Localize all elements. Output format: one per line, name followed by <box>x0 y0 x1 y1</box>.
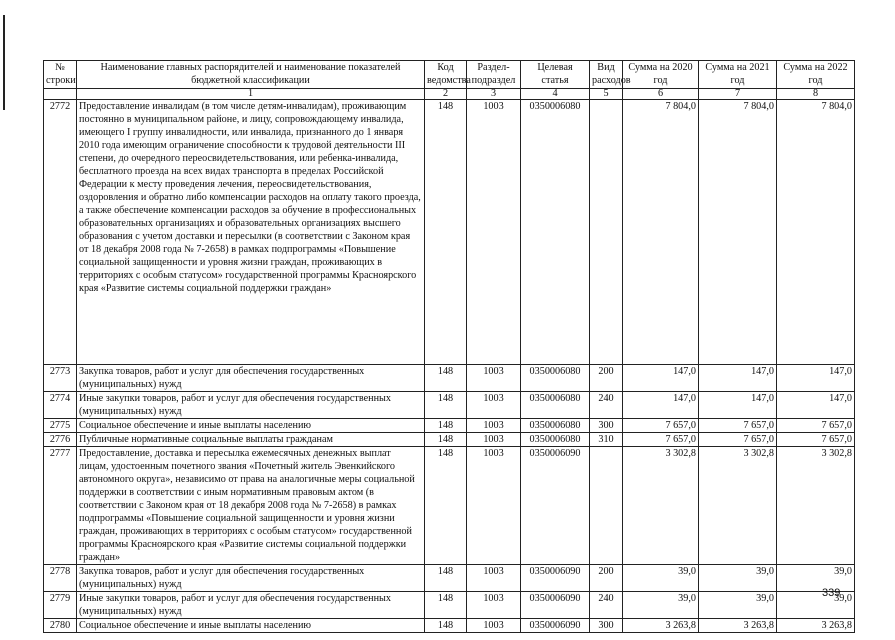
sum-2020: 7 804,0 <box>623 100 699 365</box>
dept-code: 148 <box>425 433 467 447</box>
col-number: 7 <box>699 89 777 100</box>
sum-2020: 39,0 <box>623 565 699 592</box>
sum-2021: 7 657,0 <box>699 419 777 433</box>
sum-2022: 7 657,0 <box>777 433 855 447</box>
row-number: 2773 <box>44 365 77 392</box>
target-article: 0350006080 <box>521 433 590 447</box>
section-code: 1003 <box>467 592 521 619</box>
col-number: 2 <box>425 89 467 100</box>
col-header-name: Наименование главных распорядителей и наименование показателей бюджетной классификации <box>77 61 425 89</box>
table-row <box>44 100 855 365</box>
budget-table <box>43 60 855 633</box>
target-article: 0350006090 <box>521 565 590 592</box>
target-article: 0350006090 <box>521 592 590 619</box>
sum-2021: 39,0 <box>699 565 777 592</box>
row-name: Закупка товаров, работ и услуг для обеспечения государственных (муниципальных) нужд <box>77 565 425 592</box>
col-number: 3 <box>467 89 521 100</box>
col-number: 6 <box>623 89 699 100</box>
row-name: Социальное обеспечение и иные выплаты населению <box>77 619 425 633</box>
expense-type: 300 <box>590 419 623 433</box>
table-row <box>44 447 855 565</box>
sum-2021: 3 263,8 <box>699 619 777 633</box>
dept-code: 148 <box>425 365 467 392</box>
expense-type: 240 <box>590 392 623 419</box>
row-name: Предоставление, доставка и пересылка ежемесячных денежных выплат лицам, удостоенным почетного звания «Почетный житель Эвенкийского автономного округа», независимо от права на аналогичные меры социальной поддержки в соответствии с иным нормативным правовым актом (в соответствии с Законом края от 18 декабря 2008 года № 7-2658) в рамках подпрограммы «Повышение социальной защищенности и уровня жизни граждан, проживающих в территориях с особым статусом» государственной программы Красноярского края «Развитие системы социальной поддержки граждан» <box>77 447 425 565</box>
sum-2022: 3 302,8 <box>777 447 855 565</box>
table-row <box>44 433 855 447</box>
row-number: 2779 <box>44 592 77 619</box>
row-number: 2774 <box>44 392 77 419</box>
sum-2021: 7 804,0 <box>699 100 777 365</box>
section-code: 1003 <box>467 447 521 565</box>
target-article: 0350006080 <box>521 365 590 392</box>
expense-type: 310 <box>590 433 623 447</box>
col-header-section: Раздел-подраздел <box>467 61 521 89</box>
sum-2020: 147,0 <box>623 392 699 419</box>
col-number <box>44 89 77 100</box>
row-number: 2776 <box>44 433 77 447</box>
table-row <box>44 565 855 592</box>
sum-2022: 39,0 <box>777 565 855 592</box>
dept-code: 148 <box>425 447 467 565</box>
target-article: 0350006090 <box>521 447 590 565</box>
sum-2020: 3 263,8 <box>623 619 699 633</box>
dept-code: 148 <box>425 100 467 365</box>
sum-2021: 7 657,0 <box>699 433 777 447</box>
col-header-expense-type: Вид расходов <box>590 61 623 89</box>
target-article: 0350006080 <box>521 100 590 365</box>
dept-code: 148 <box>425 619 467 633</box>
section-code: 1003 <box>467 419 521 433</box>
row-name: Закупка товаров, работ и услуг для обеспечения государственных (муниципальных) нужд <box>77 365 425 392</box>
col-number: 1 <box>77 89 425 100</box>
table-row <box>44 365 855 392</box>
section-code: 1003 <box>467 100 521 365</box>
target-article: 0350006080 <box>521 392 590 419</box>
column-number-row <box>44 89 855 100</box>
row-name: Социальное обеспечение и иные выплаты населению <box>77 419 425 433</box>
sum-2022: 147,0 <box>777 392 855 419</box>
table-row <box>44 392 855 419</box>
col-number: 5 <box>590 89 623 100</box>
col-number: 8 <box>777 89 855 100</box>
sum-2022: 3 263,8 <box>777 619 855 633</box>
row-name: Предоставление инвалидам (в том числе детям-инвалидам), проживающим постоянно в муниципальном районе, и лицу, сопровождающему инвалида, имеющего I группу инвалидности, или инвалида, признанного до 1 января 2010 года имеющим ограничение способности к трудовой деятельности III степени, до очередного переосвидетельствования, или ребенка-инвалида, бесплатного проезда на всех видах транспорта в пределах Российской Федерации к месту проведения лечения, переосвидетельствования, оздоровления и обратно либо компенсации расходов на оплату такого проезда, а также обеспечение компенсации расходов за обучение в профессиональных образовательных организациях и образовательных организациях высшего образования с учетом доставки и пересылки (в соответствии с Законом края от 18 декабря 2008 года № 7-2658) в рамках подпрограммы «Повышение социальной защищенности и уровня жизни граждан, проживающих в территориях с особым статусом» государственной программы Красноярского края «Развитие системы социальной поддержки граждан» <box>77 100 425 365</box>
dept-code: 148 <box>425 419 467 433</box>
section-code: 1003 <box>467 565 521 592</box>
expense-type: 300 <box>590 619 623 633</box>
col-header-target-article: Целевая статья <box>521 61 590 89</box>
page-number: 339 <box>822 587 841 599</box>
target-article: 0350006080 <box>521 419 590 433</box>
col-header-dept-code: Код ведомства <box>425 61 467 89</box>
col-header-sum-2021: Сумма на 2021 год <box>699 61 777 89</box>
row-name: Иные закупки товаров, работ и услуг для обеспечения государственных (муниципальных) нужд <box>77 392 425 419</box>
sum-2020: 7 657,0 <box>623 419 699 433</box>
sum-2022: 147,0 <box>777 365 855 392</box>
col-header-sum-2020: Сумма на 2020 год <box>623 61 699 89</box>
col-header-sum-2022: Сумма на 2022 год <box>777 61 855 89</box>
section-code: 1003 <box>467 365 521 392</box>
sum-2021: 147,0 <box>699 365 777 392</box>
expense-type: 200 <box>590 565 623 592</box>
row-number: 2775 <box>44 419 77 433</box>
table-row <box>44 619 855 633</box>
row-number: 2780 <box>44 619 77 633</box>
col-number: 4 <box>521 89 590 100</box>
sum-2022: 7 657,0 <box>777 419 855 433</box>
col-header-row-number: № строки <box>44 61 77 89</box>
section-code: 1003 <box>467 619 521 633</box>
table-row <box>44 592 855 619</box>
dept-code: 148 <box>425 392 467 419</box>
sum-2022: 7 804,0 <box>777 100 855 365</box>
dept-code: 148 <box>425 565 467 592</box>
section-code: 1003 <box>467 392 521 419</box>
target-article: 0350006090 <box>521 619 590 633</box>
sum-2020: 3 302,8 <box>623 447 699 565</box>
sum-2021: 3 302,8 <box>699 447 777 565</box>
sum-2021: 39,0 <box>699 592 777 619</box>
row-number: 2772 <box>44 100 77 365</box>
sum-2020: 7 657,0 <box>623 433 699 447</box>
row-name: Публичные нормативные социальные выплаты гражданам <box>77 433 425 447</box>
expense-type: 240 <box>590 592 623 619</box>
row-name: Иные закупки товаров, работ и услуг для обеспечения государственных (муниципальных) нужд <box>77 592 425 619</box>
sum-2022: 39,0 <box>777 592 855 619</box>
sum-2020: 39,0 <box>623 592 699 619</box>
dept-code: 148 <box>425 592 467 619</box>
section-code: 1003 <box>467 433 521 447</box>
row-number: 2777 <box>44 447 77 565</box>
header-row <box>44 61 855 89</box>
sum-2020: 147,0 <box>623 365 699 392</box>
expense-type <box>590 100 623 365</box>
expense-type: 200 <box>590 365 623 392</box>
row-number: 2778 <box>44 565 77 592</box>
sum-2021: 147,0 <box>699 392 777 419</box>
expense-type <box>590 447 623 565</box>
table-row <box>44 419 855 433</box>
left-margin-rule <box>3 15 5 110</box>
